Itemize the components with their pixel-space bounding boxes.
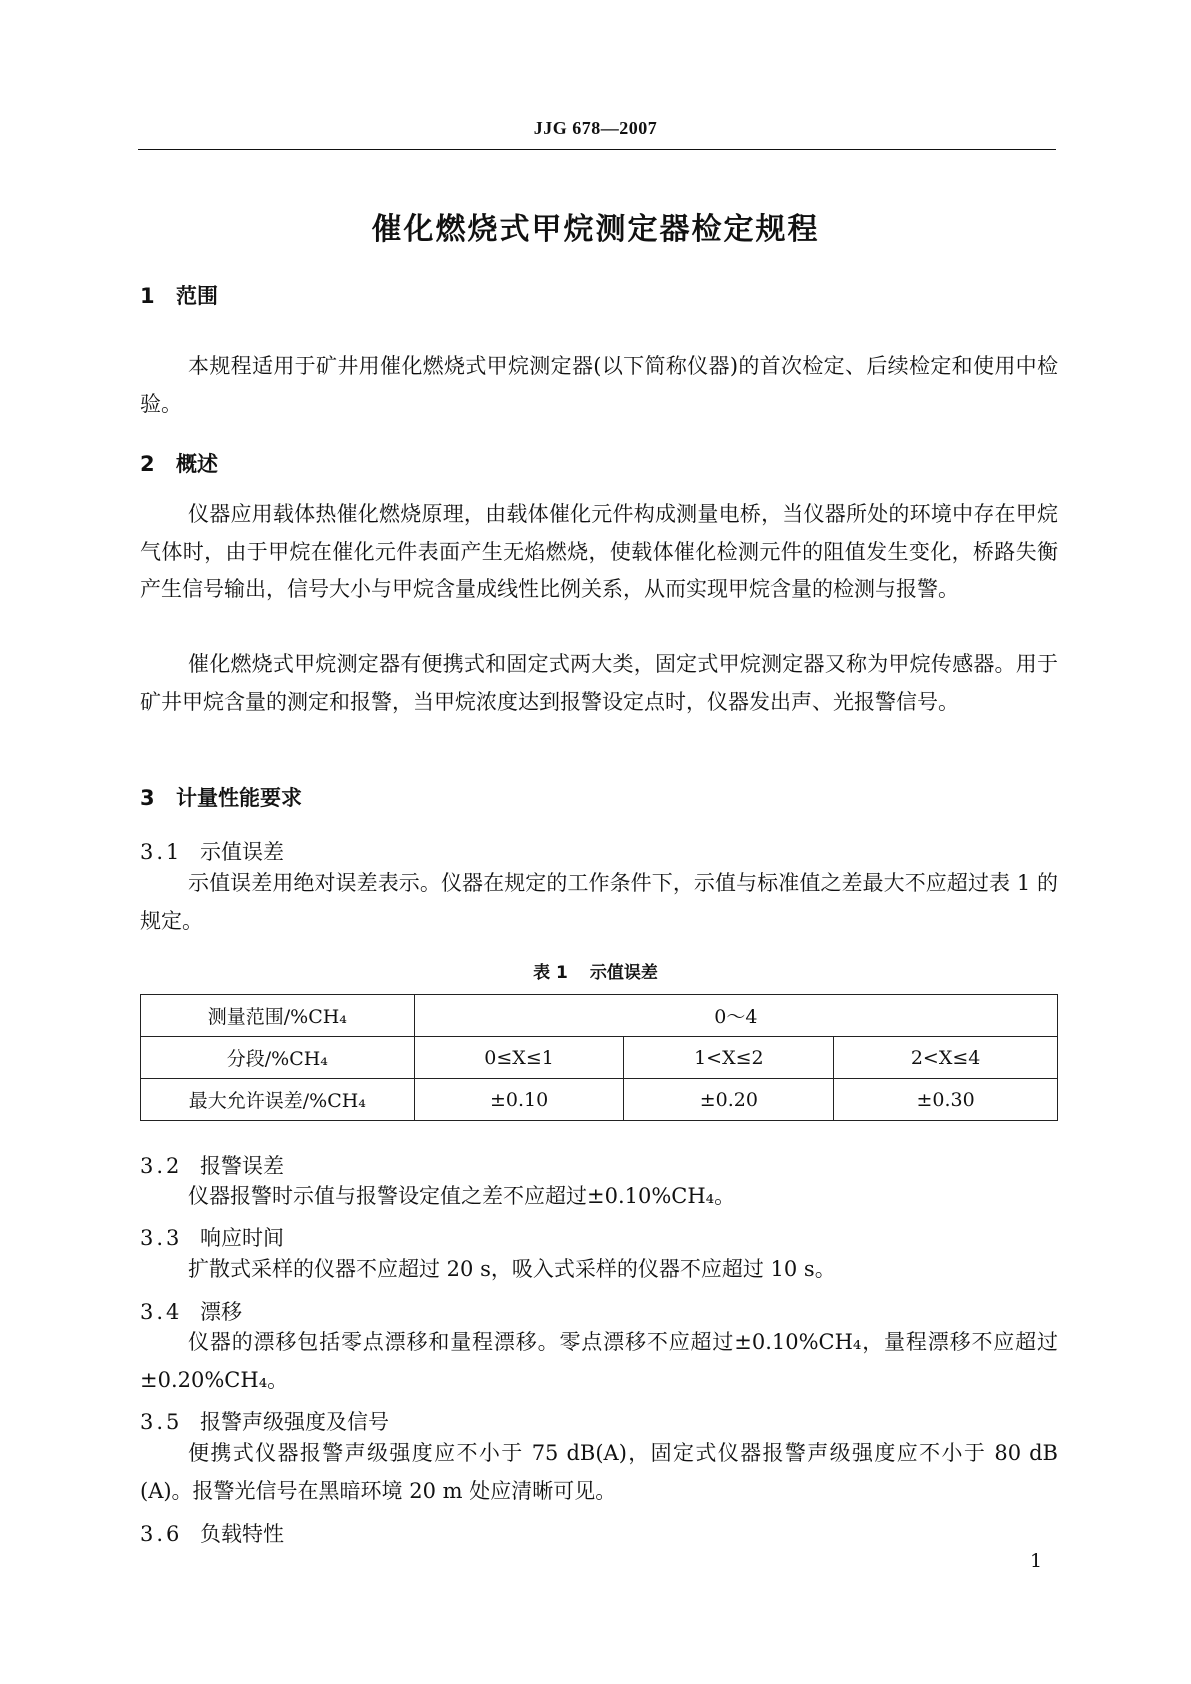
subsection-3-3-paragraph: 扩散式采样的仪器不应超过 20 s，吸入式采样的仪器不应超过 10 s。	[188, 1257, 836, 1281]
table-cell: 0～4	[414, 995, 1057, 1037]
table-row	[141, 1037, 1058, 1079]
header-rule	[138, 149, 1056, 150]
subsection-3-5-heading	[140, 1406, 389, 1436]
subsection-3-2-heading	[140, 1150, 284, 1180]
table-cell: ±0.30	[834, 1079, 1058, 1121]
table-cell: ±0.10	[414, 1079, 624, 1121]
table-cell: 测量范围/%CH₄	[141, 995, 415, 1037]
section-1-paragraph: 本规程适用于矿井用催化燃烧式甲烷测定器(以下简称仪器)的首次检定、后续检定和使用中检验。	[140, 354, 1058, 416]
table-row	[141, 1079, 1058, 1121]
subsection-number: 3.6	[140, 1522, 183, 1546]
section-number: 1	[140, 284, 155, 308]
subsection-number: 3.4	[140, 1300, 183, 1324]
section-1-heading	[140, 280, 218, 310]
subsection-title: 漂移	[200, 1300, 242, 1324]
subsection-3-2-paragraph: 仪器报警时示值与报警设定值之差不应超过±0.10%CH₄。	[188, 1184, 736, 1208]
subsection-title: 报警误差	[200, 1154, 284, 1178]
section-number: 2	[140, 452, 155, 476]
standard-code: JJG 678—2007	[533, 118, 658, 138]
table-caption-title: 示值误差	[589, 963, 658, 983]
subsection-title: 响应时间	[200, 1226, 284, 1250]
section-title: 范围	[176, 284, 218, 308]
table-cell: 0≤X≤1	[414, 1037, 624, 1079]
table-cell: ±0.20	[624, 1079, 834, 1121]
table-caption	[0, 958, 1191, 983]
subsection-number: 3.3	[140, 1226, 183, 1250]
table-row	[141, 995, 1058, 1037]
subsection-title: 示值误差	[200, 840, 284, 864]
section-title: 概述	[176, 452, 218, 476]
table-cell: 分段/%CH₄	[141, 1037, 415, 1079]
subsection-3-5-paragraph: 便携式仪器报警声级强度应不小于 75 dB(A)，固定式仪器报警声级强度应不小于 80 dB (A)。报警光信号在黑暗环境 20 m 处应清晰可见。	[140, 1441, 1058, 1503]
subsection-3-3-heading	[140, 1222, 284, 1252]
subsection-3-1-paragraph: 示值误差用绝对误差表示。仪器在规定的工作条件下，示值与标准值之差最大不应超过表 1 的规定。	[140, 871, 1058, 933]
table-cell: 2<X≤4	[834, 1037, 1058, 1079]
table-cell: 最大允许误差/%CH₄	[141, 1079, 415, 1121]
section-2-paragraph-1: 仪器应用载体热催化燃烧原理，由载体催化元件构成测量电桥，当仪器所处的环境中存在甲烷气体时，由于甲烷在催化元件表面产生无焰燃烧，使载体催化检测元件的阻值发生变化，桥路失衡产生信号输出，信号大小与甲烷含量成线性比例关系，从而实现甲烷含量的检测与报警。	[140, 502, 1058, 601]
subsection-3-4-heading	[140, 1296, 242, 1326]
page-title: 催化燃烧式甲烷测定器检定规程	[371, 212, 820, 247]
table-cell: 1<X≤2	[624, 1037, 834, 1079]
section-title: 计量性能要求	[176, 786, 302, 810]
subsection-number: 3.1	[140, 840, 183, 864]
subsection-number: 3.5	[140, 1410, 183, 1434]
subsection-3-6-heading	[140, 1518, 284, 1548]
section-2-paragraph-2: 催化燃烧式甲烷测定器有便携式和固定式两大类，固定式甲烷测定器又称为甲烷传感器。用于矿井甲烷含量的测定和报警，当甲烷浓度达到报警设定点时，仪器发出声、光报警信号。	[140, 652, 1058, 714]
subsection-number: 3.2	[140, 1154, 183, 1178]
subsection-title: 负载特性	[200, 1522, 284, 1546]
section-3-heading	[140, 782, 302, 812]
subsection-title: 报警声级强度及信号	[200, 1410, 389, 1434]
subsection-3-4-paragraph: 仪器的漂移包括零点漂移和量程漂移。零点漂移不应超过±0.10%CH₄，量程漂移不应超过±0.20%CH₄。	[140, 1330, 1058, 1392]
table-caption-number: 表 1	[533, 963, 568, 983]
error-table	[140, 994, 1058, 1121]
page-number: 1	[1030, 1550, 1043, 1572]
subsection-3-1-heading	[140, 836, 284, 866]
section-number: 3	[140, 786, 155, 810]
section-2-heading	[140, 448, 218, 478]
